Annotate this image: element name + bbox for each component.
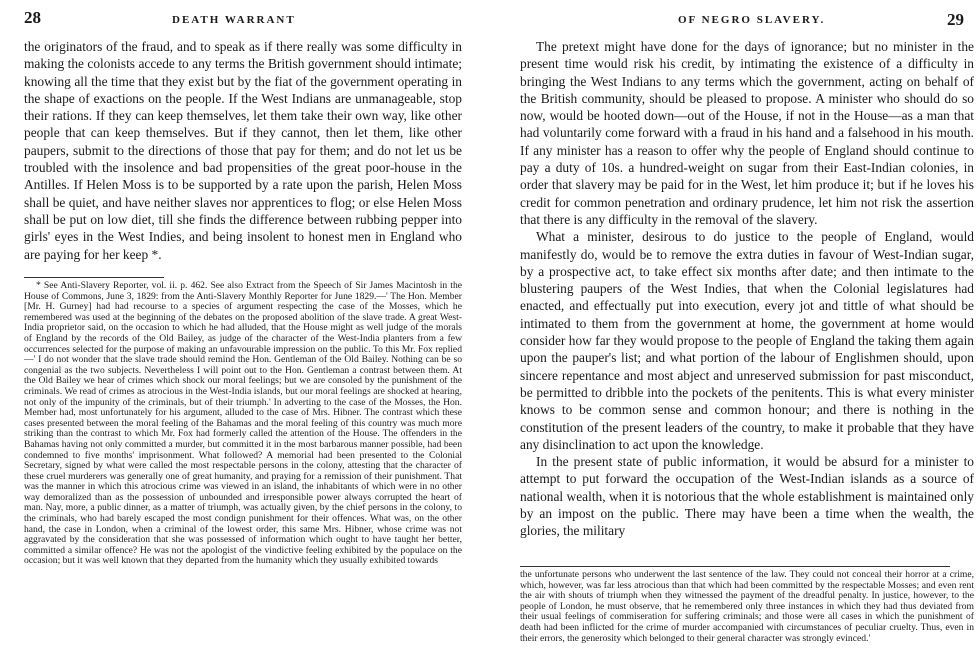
- left-body-paragraph: the originators of the fraud, and to speak as if there really was some difficulty in making the colonists accede to any terms the British government should intimate; knowing all the time that they exist but by the fiat of the government operating in the shape of exactions on the people. If the West Indians are unmanageable, stop their rations. If they can keep themselves, let them take their own way, like other people that can keep themselves. But if they cannot, then let them, like other paupers, submit to the directions of those that pay for them; and do not let us be troubled with the insolence and bad propensities of the great poor-house in the Antilles. If Helen Moss is to be supported by a rate upon the parish, Helen Moss shall be quiet, and have neither slaves nor apprentices to flog; or else Helen Moss shall be put on low diet, till she finds the difference between rubbing pepper into girls' eyes in the West Indies, and being insolent to honest men in England who are paying for her keep *.: [24, 39, 462, 262]
- right-body-text: [520, 38, 974, 563]
- right-body-paragraph-3: In the present state of public information, it would be absurd for a minister to attempt to put forward the occupation of the West-Indian islands as a source of national wealth, when it is notorious that the whole establishment is maintained only by an impost on the public. There may have been a time when the wealth, the glories, the military: [520, 454, 974, 539]
- right-page-header: [520, 8, 974, 38]
- left-page: [0, 0, 470, 665]
- left-body-text: [24, 38, 462, 274]
- left-footnote: [24, 281, 462, 659]
- footnote-divider-left: [24, 277, 164, 278]
- running-head-right: OF NEGRO SLAVERY.: [678, 14, 826, 26]
- right-footnote-text: the unfortunate persons who underwent the last sentence of the law. They could not conceal their horror at a crime, which, however, was far less atrocious than that which had been committed by the respectable Mosses; and even rent the air with shouts of triumph when they witnessed the payment of the dreadful penalty. In justice, however, to the people of London, he must observe, that he remembered only three instances in which they had thus deviated from their usual feelings of commiseration for suffering criminals; and those were all cases in which the punishment of death had been inflicted for the crime of murder accompanied with circumstances of peculiar cruelty. Thus, even in their errors, the generosity which belonged to their general character was strongly evinced.': [520, 570, 974, 644]
- page-number-right: 29: [947, 10, 964, 29]
- left-page-header: [24, 8, 462, 38]
- right-body-paragraph-2: What a minister, desirous to do justice to the people of England, would manifestly do, would be to remove the extra duties in favour of West-Indian sugar, by a prospective act, to take effect six months after date; and then intimate to the blustering paupers of the West Indies, that when the Colonial legislatures had enacted, and effectually put into execution, every jot and tittle of what should be intimated to them from the government at home, the government at home would consider how far they would propose to the people of England the taking them again upon the pauper's list; and what portion of the labour of Englishmen should, upon sincere repentance and most abject and unreserved submission for past misconduct, be permitted to dribble into the pockets of the penitents. This is what every minister knows to be common sense and common honour; and there is nothing in the constitution of the present leaders of the country, to make it probable that they have any disinclination to act upon the knowledge.: [520, 229, 974, 452]
- footnote-divider-right: [520, 566, 950, 567]
- page-number-left: 28: [24, 8, 41, 27]
- running-head-left: DEATH WARRANT: [172, 14, 296, 26]
- right-page: [500, 0, 980, 665]
- right-body-paragraph-1: The pretext might have done for the days of ignorance; but no minister in the present time would risk his credit, by intimating the existence of a difficulty in bringing the West Indians to any terms which the government, acting on behalf of the British community, should be pleased to propose. A minister who should do so now, would be hooted down—out of the House, if not in the House—as a man that had voluntarily come forward with a fraud in his hand and a falsehood in his mouth. If any minister has a reason to offer why the people of England should continue to pay a duty of 10s. a hundred-weight on sugar from their East-Indian colonies, in order that slavery may be paid for in the West, let him produce it; but if he loves his credit for common penetration and ordinary prudence, let him not risk the assertion that there is any difficulty in the removal of the slavery.: [520, 39, 974, 227]
- left-footnote-text: * See Anti-Slavery Reporter, vol. ii. p. 462. See also Extract from the Speech of Sir James Macintosh in the House of Commons, June 3, 1829: from the Anti-Slavery Monthly Reporter for June 1829.—' The Hon. Member [Mr. H. Gurney] had had recourse to a species of argument respecting the case of the Mosses, which he remembered was used at the beginning of the debates on the proposed abolition of the slave trade. A great West-India proprietor said, on the occasion to which he had alluded, that the House might as well judge of the morals of England by the records of the Old Bailey, as judge of the character of the West-India planters from a few occurrences selected for the purpose of making an unfavourable impression on the public. To this Mr. Fox replied—' I do not wonder that the slave trade should remind the Hon. Gentleman of the Old Bailey. Nothing can be so congenial as the two subjects. Nevertheless I will point out to the Hon. Gentleman a contrast between them. At the Old Bailey we hear of crimes which shock our moral feelings; but we are consoled by the punishment of the criminals. We read of crimes as atrocious in the West-India islands, but our moral feelings are shocked at hearing, not only of the impunity of the criminals, but of their triumph.' In adverting to the case of the Mosses, the Hon. Member had, most unfortunately for his argument, alluded to the case of Mrs. Hibner. The contrast which these cases presented between the moral feeling of the Bahamas and the moral feeling of this country was much more striking than the contrast to which Mr. Fox had formerly called the attention of the House. The offenders in the Bahamas having not only committed a murder, but committed it in the most barbarous manner possible, had been condemned to five months' imprisonment. What followed? A memorial had been presented to the Colonial Secretary, signed by what were called the most respectable persons in the colony, attesting that the character of these cruel murderers was generally one of great humanity, and praying for a remission of their punishment. That was the manner in which this atrocious crime was viewed in an island, the inhabitants of which were in no other way demoralized than as the possession of unbounded and irresponsible power always corrupted the heart of man. Nay, more, a public dinner, as a matter of triumph, was actually given, by the chief persons in the colony, to the criminals, who had barely escaped the most condign punishment for their offences. What was, on the other hand, the case in London, when a criminal of the lowest order, this same Mrs. Hibner, whose crime was not aggravated by the consideration that she was possessed of information which ought to have taught her better, committed a similar offence? He was not the apologist of the vindictive feeling exhibited by the populace on the occasion; but it was well known that they departed from the humanity which they usually exhibited towards: [24, 281, 462, 567]
- right-footnote: [520, 570, 974, 668]
